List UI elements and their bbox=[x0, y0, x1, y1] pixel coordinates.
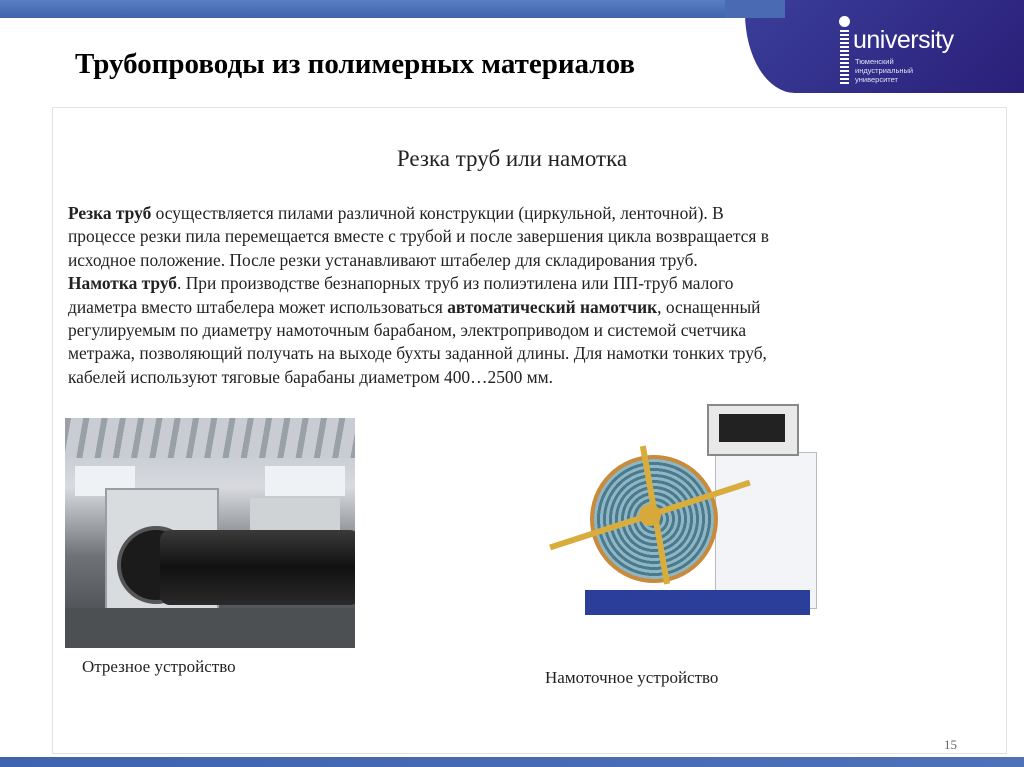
body-text bbox=[68, 202, 769, 389]
bottom-band bbox=[0, 757, 1024, 767]
text: осуществляется пилами различной конструкции (циркульной, ленточной). В bbox=[151, 203, 724, 223]
text-line bbox=[68, 296, 769, 319]
text: кабелей используют тяговые барабаны диаметром 400…2500 мм. bbox=[68, 366, 554, 387]
text-line bbox=[68, 366, 769, 389]
text: метража, позволяющий получать на выходе бухты заданной длины. Для намотки тонких труб, bbox=[68, 343, 767, 364]
text: . При производстве безнапорных труб из полиэтилена или ПП-труб малого bbox=[177, 273, 734, 294]
winding-device-photo bbox=[545, 400, 820, 628]
text: исходное положение. После резки устанавливают штабелер для складирования труб. bbox=[68, 249, 698, 270]
bold-term: Намотка труб bbox=[68, 273, 178, 294]
section-heading: Резка труб или намотка bbox=[396, 146, 628, 171]
logo-sub-line: Тюменский bbox=[855, 57, 894, 66]
bold-term: автоматический намотчик bbox=[447, 296, 658, 317]
logo-sub-line: университет bbox=[855, 75, 898, 84]
roof-structure bbox=[65, 418, 355, 458]
machine-base bbox=[585, 590, 810, 615]
text: диаметра вместо штабелера может использоваться bbox=[68, 296, 448, 317]
logo-word: university bbox=[853, 26, 954, 54]
text: процессе резки пила перемещается вместе с трубой и после завершения цикла возвращается в bbox=[68, 226, 769, 247]
drum-hub bbox=[639, 504, 661, 526]
cutting-device-photo bbox=[65, 418, 355, 648]
cabinet bbox=[715, 452, 817, 609]
slide-title: Трубопроводы из полимерных материалов bbox=[75, 48, 636, 80]
text-line bbox=[68, 272, 769, 295]
floor bbox=[65, 608, 355, 648]
page-number: 15 bbox=[944, 737, 957, 752]
control-panel bbox=[707, 404, 799, 456]
caption-cutting-device: Отрезное устройство bbox=[82, 657, 236, 676]
logo-subtitle bbox=[855, 57, 935, 84]
text-line bbox=[68, 225, 769, 248]
university-logo bbox=[745, 0, 1024, 93]
globe-icon bbox=[839, 16, 850, 27]
text-line bbox=[68, 342, 769, 365]
text-line bbox=[68, 319, 769, 342]
text-line bbox=[68, 202, 769, 225]
caption-winding-device: Намоточное устройство bbox=[545, 668, 719, 687]
text-line bbox=[68, 249, 769, 272]
window bbox=[265, 466, 345, 496]
bold-term: Резка труб bbox=[68, 203, 152, 223]
panel-display bbox=[719, 414, 785, 442]
logo-mark bbox=[840, 30, 849, 85]
logo-sub-line: индустриальный bbox=[855, 66, 914, 75]
text: , оснащенный bbox=[657, 296, 761, 317]
text: регулируемым по диаметру намоточным барабаном, электроприводом и системой счетчика bbox=[68, 320, 747, 341]
pipe bbox=[160, 530, 355, 605]
